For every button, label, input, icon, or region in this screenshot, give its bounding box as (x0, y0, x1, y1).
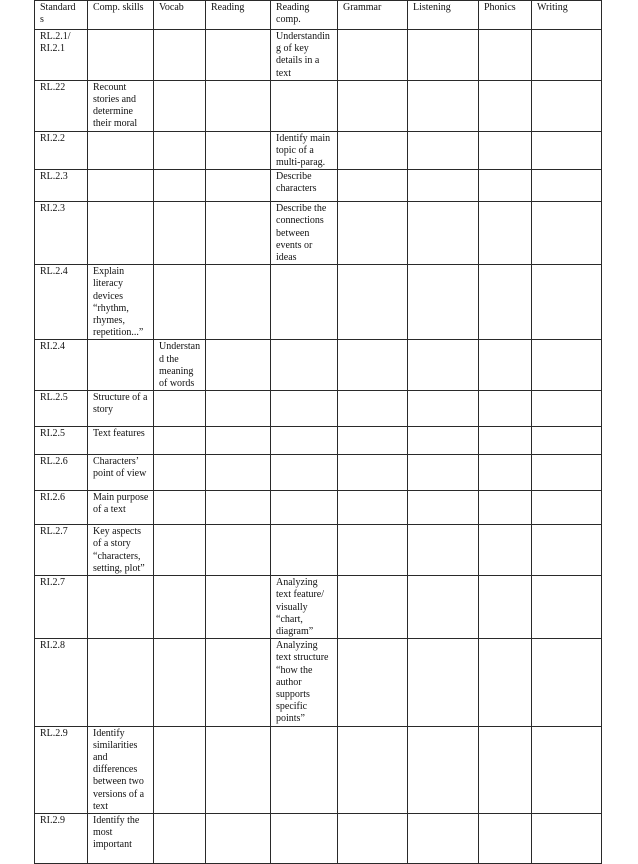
reading-comp-cell: Understandin g of key details in a text (271, 30, 338, 81)
comp-skills-cell (88, 576, 154, 639)
writing-cell (532, 30, 602, 81)
standard-cell: RL.2.7 (35, 525, 88, 576)
table-row (35, 30, 602, 81)
writing-cell (532, 265, 602, 340)
grammar-cell (338, 525, 408, 576)
writing-cell (532, 170, 602, 202)
vocab-cell (154, 30, 206, 81)
comp-skills-cell: Identify similarities and differences between two versions of a text (88, 726, 154, 813)
grammar-cell (338, 265, 408, 340)
reading-comp-cell (271, 491, 338, 525)
reading-cell (206, 639, 271, 726)
table-row (35, 813, 602, 863)
listening-cell (408, 80, 479, 131)
vocab-cell (154, 491, 206, 525)
listening-cell (408, 202, 479, 265)
reading-cell (206, 455, 271, 491)
writing-cell (532, 491, 602, 525)
standard-cell: RI.2.4 (35, 340, 88, 391)
table-row (35, 491, 602, 525)
writing-cell (532, 813, 602, 863)
reading-cell (206, 131, 271, 170)
reading-cell (206, 726, 271, 813)
vocab-cell (154, 639, 206, 726)
reading-cell (206, 525, 271, 576)
reading-comp-cell (271, 80, 338, 131)
grammar-cell (338, 491, 408, 525)
comp-skills-cell: Key aspects of a story “characters, setting, plot” (88, 525, 154, 576)
listening-cell (408, 726, 479, 813)
phonics-cell (479, 391, 532, 427)
phonics-cell (479, 340, 532, 391)
phonics-cell (479, 726, 532, 813)
standard-cell: RI.2.3 (35, 202, 88, 265)
standard-cell: RI.2.2 (35, 131, 88, 170)
table-row (35, 202, 602, 265)
phonics-cell (479, 80, 532, 131)
reading-cell (206, 170, 271, 202)
table-row (35, 340, 602, 391)
comp-skills-cell: Main purpose of a text (88, 491, 154, 525)
standard-cell: RL.22 (35, 80, 88, 131)
listening-cell (408, 427, 479, 455)
vocab-cell (154, 265, 206, 340)
comp-skills-cell (88, 639, 154, 726)
listening-cell (408, 813, 479, 863)
listening-cell (408, 170, 479, 202)
reading-cell (206, 427, 271, 455)
grammar-cell (338, 576, 408, 639)
vocab-cell (154, 427, 206, 455)
grammar-cell (338, 80, 408, 131)
standard-cell: RI.2.9 (35, 813, 88, 863)
reading-cell (206, 80, 271, 131)
phonics-cell (479, 202, 532, 265)
standards-table (34, 0, 602, 864)
comp-skills-cell (88, 202, 154, 265)
listening-cell (408, 455, 479, 491)
grammar-cell (338, 427, 408, 455)
standard-cell: RL.2.4 (35, 265, 88, 340)
comp-skills-cell (88, 170, 154, 202)
reading-comp-cell: Analyzing text structure “how the author supports specific points” (271, 639, 338, 726)
grammar-cell (338, 813, 408, 863)
reading-cell (206, 813, 271, 863)
table-row (35, 80, 602, 131)
vocab-cell (154, 726, 206, 813)
header-listening: Listening (408, 1, 479, 30)
table-row (35, 265, 602, 340)
reading-comp-cell (271, 455, 338, 491)
table-row (35, 427, 602, 455)
reading-cell (206, 491, 271, 525)
phonics-cell (479, 491, 532, 525)
reading-comp-cell (271, 391, 338, 427)
reading-comp-cell (271, 340, 338, 391)
vocab-cell (154, 131, 206, 170)
reading-comp-cell: Identify main topic of a multi-parag. (271, 131, 338, 170)
vocab-cell: Understan d the meaning of words (154, 340, 206, 391)
listening-cell (408, 340, 479, 391)
grammar-cell (338, 639, 408, 726)
phonics-cell (479, 131, 532, 170)
header-writing: Writing (532, 1, 602, 30)
grammar-cell (338, 202, 408, 265)
vocab-cell (154, 525, 206, 576)
vocab-cell (154, 576, 206, 639)
listening-cell (408, 131, 479, 170)
writing-cell (532, 726, 602, 813)
comp-skills-cell: Explain literacy devices “rhythm, rhymes, repetition...” (88, 265, 154, 340)
writing-cell (532, 391, 602, 427)
phonics-cell (479, 265, 532, 340)
phonics-cell (479, 427, 532, 455)
reading-comp-cell (271, 726, 338, 813)
header-vocab: Vocab (154, 1, 206, 30)
standard-cell: RL.2.9 (35, 726, 88, 813)
comp-skills-cell (88, 340, 154, 391)
table-row (35, 576, 602, 639)
reading-comp-cell (271, 525, 338, 576)
header-reading-comp: Reading comp. (271, 1, 338, 30)
phonics-cell (479, 170, 532, 202)
table-row (35, 391, 602, 427)
standard-cell: RL.2.1/ RI.2.1 (35, 30, 88, 81)
grammar-cell (338, 455, 408, 491)
comp-skills-cell: Structure of a story (88, 391, 154, 427)
standard-cell: RL.2.3 (35, 170, 88, 202)
reading-cell (206, 202, 271, 265)
reading-cell (206, 265, 271, 340)
reading-comp-cell: Analyzing text feature/ visually “chart, diagram” (271, 576, 338, 639)
phonics-cell (479, 576, 532, 639)
writing-cell (532, 131, 602, 170)
reading-comp-cell (271, 265, 338, 340)
listening-cell (408, 30, 479, 81)
comp-skills-cell: Characters’ point of view (88, 455, 154, 491)
listening-cell (408, 639, 479, 726)
reading-cell (206, 576, 271, 639)
vocab-cell (154, 170, 206, 202)
table-row (35, 170, 602, 202)
standard-cell: RI.2.8 (35, 639, 88, 726)
table-row (35, 131, 602, 170)
grammar-cell (338, 340, 408, 391)
standard-cell: RL.2.5 (35, 391, 88, 427)
writing-cell (532, 202, 602, 265)
grammar-cell (338, 30, 408, 81)
vocab-cell (154, 813, 206, 863)
table-row (35, 639, 602, 726)
header-comp-skills: Comp. skills (88, 1, 154, 30)
standard-cell: RI.2.6 (35, 491, 88, 525)
phonics-cell (479, 455, 532, 491)
writing-cell (532, 525, 602, 576)
header-phonics: Phonics (479, 1, 532, 30)
table-row (35, 525, 602, 576)
reading-cell (206, 391, 271, 427)
comp-skills-cell (88, 30, 154, 81)
grammar-cell (338, 391, 408, 427)
listening-cell (408, 391, 479, 427)
comp-skills-cell (88, 131, 154, 170)
phonics-cell (479, 30, 532, 81)
vocab-cell (154, 80, 206, 131)
phonics-cell (479, 525, 532, 576)
vocab-cell (154, 391, 206, 427)
header-standards: Standard s (35, 1, 88, 30)
reading-comp-cell (271, 813, 338, 863)
reading-cell (206, 30, 271, 81)
writing-cell (532, 576, 602, 639)
listening-cell (408, 265, 479, 340)
grammar-cell (338, 131, 408, 170)
grammar-cell (338, 726, 408, 813)
reading-cell (206, 340, 271, 391)
table-row (35, 455, 602, 491)
phonics-cell (479, 639, 532, 726)
comp-skills-cell: Text features (88, 427, 154, 455)
reading-comp-cell: Describe characters (271, 170, 338, 202)
reading-comp-cell: Describe the connections between events or ideas (271, 202, 338, 265)
listening-cell (408, 491, 479, 525)
vocab-cell (154, 202, 206, 265)
writing-cell (532, 455, 602, 491)
reading-comp-cell (271, 427, 338, 455)
table-row (35, 726, 602, 813)
header-reading: Reading (206, 1, 271, 30)
standard-cell: RL.2.6 (35, 455, 88, 491)
comp-skills-cell: Identify the most important (88, 813, 154, 863)
vocab-cell (154, 455, 206, 491)
writing-cell (532, 427, 602, 455)
standard-cell: RI.2.5 (35, 427, 88, 455)
grammar-cell (338, 170, 408, 202)
writing-cell (532, 639, 602, 726)
writing-cell (532, 340, 602, 391)
header-row (35, 1, 602, 30)
listening-cell (408, 525, 479, 576)
header-grammar: Grammar (338, 1, 408, 30)
standard-cell: RI.2.7 (35, 576, 88, 639)
writing-cell (532, 80, 602, 131)
listening-cell (408, 576, 479, 639)
comp-skills-cell: Recount stories and determine their moral (88, 80, 154, 131)
phonics-cell (479, 813, 532, 863)
